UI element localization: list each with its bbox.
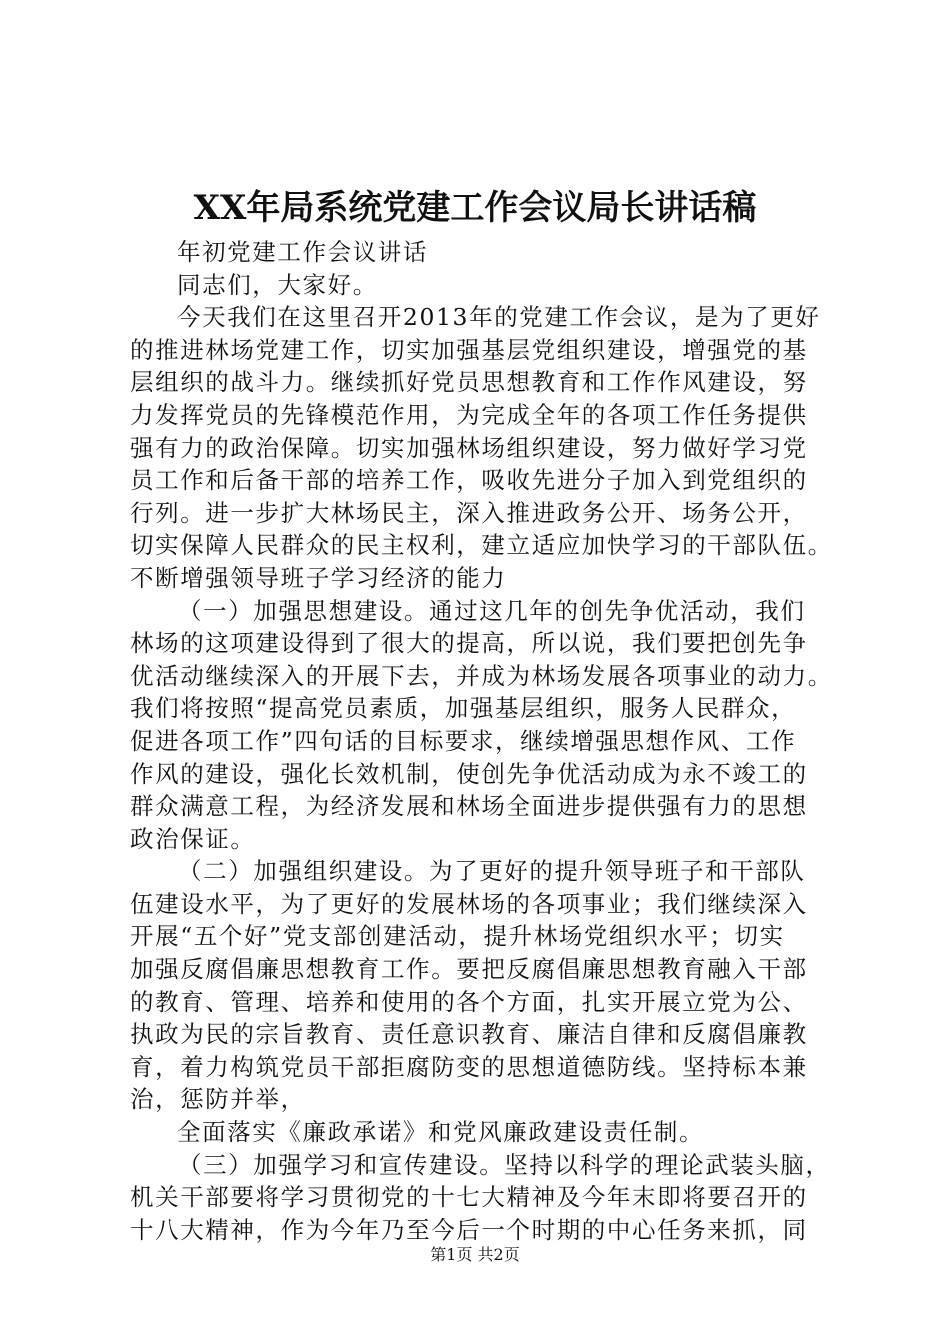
paragraph-line: 群众满意工程，为经济发展和林场全面进步提供强有力的思想 [130,792,808,821]
paragraph-line: 执政为民的宗旨教育、责任意识教育、廉洁自律和反腐倡廉教 [130,1020,808,1049]
paragraph-line: 治，惩防并举， [130,1085,306,1114]
paragraph-line: 十八大精神，作为今年乃至今后一个时期的中心任务来抓，同 [130,1215,808,1244]
page-footer: 第1页 共2页 [430,1245,520,1264]
paragraph-line: 促进各项工作”四句话的目标要求，继续增强思想作风、工作 [130,726,797,755]
paragraph-line: 林场的这项建设得到了很大的提高，所以说，我们要把创先争 [130,629,808,658]
paragraph-line: 行列。进一步扩大林场民主，深入推进政务公开、场务公开， [130,498,808,527]
document-body [130,236,855,1246]
paragraph-line: 政治保证。 [130,824,256,853]
paragraph-line: 层组织的战斗力。继续抓好党员思想教育和工作作风建设，努 [130,368,808,397]
paragraph-line: 我们将按照“提高党员素质，加强基层组织，服务人民群众， [130,694,797,723]
paragraph-line: 育，着力构筑党员干部拒腐防变的思想道德防线。坚持标本兼 [130,1052,808,1081]
paragraph-line: 今天我们在这里召开2013年的党建工作会议，是为了更好 [177,303,821,332]
paragraph-line: （三）加强学习和宣传建设。坚持以科学的理论武装头脑， [178,1150,831,1179]
paragraph-line: 切实保障人民群众的民主权利，建立适应加快学习的干部队伍。 [130,531,833,560]
paragraph-line: 伍建设水平，为了更好的发展林场的各项事业；我们继续深入 [130,889,808,918]
paragraph-line: 年初党建工作会议讲话 [177,238,428,266]
paragraph-line: （一）加强思想建设。通过这几年的创先争优活动，我们 [178,596,806,625]
paragraph-line: 的推进林场党建工作，切实加强基层党组织建设，增强党的基 [130,335,808,364]
paragraph-line: 同志们，大家好。 [177,270,378,299]
paragraph-line: 员工作和后备干部的培养工作，吸收先进分子加入到党组织的 [130,466,808,495]
paragraph-line: （二）加强组织建设。为了更好的提升领导班子和干部队 [178,857,806,886]
paragraph-line: 不断增强领导班子学习经济的能力 [130,563,507,592]
paragraph-line: 开展“五个好”党支部创建活动，提升林场党组织水平；切实 [130,922,785,951]
paragraph-line: 全面落实《廉政承诺》和党风廉政建设责任制。 [177,1118,705,1147]
paragraph-line: 强有力的政治保障。切实加强林场组织建设，努力做好学习党 [130,433,808,462]
paragraph-line: 力发挥党员的先锋模范作用，为完成全年的各项工作任务提供 [130,400,808,429]
paragraph-line: 作风的建设，强化长效机制，使创先争优活动成为永不竣工的 [130,759,808,788]
document-title: XX年局系统党建工作会议局长讲话稿 [193,188,757,228]
paragraph-line: 优活动继续深入的开展下去，并成为林场发展各项事业的动力。 [130,661,833,690]
paragraph-line: 机关干部要将学习贯彻党的十七大精神及今年末即将要召开的 [130,1183,808,1212]
paragraph-line: 加强反腐倡廉思想教育工作。要把反腐倡廉思想教育融入干部 [130,955,808,984]
paragraph-line: 的教育、管理、培养和使用的各个方面，扎实开展立党为公、 [130,987,808,1016]
